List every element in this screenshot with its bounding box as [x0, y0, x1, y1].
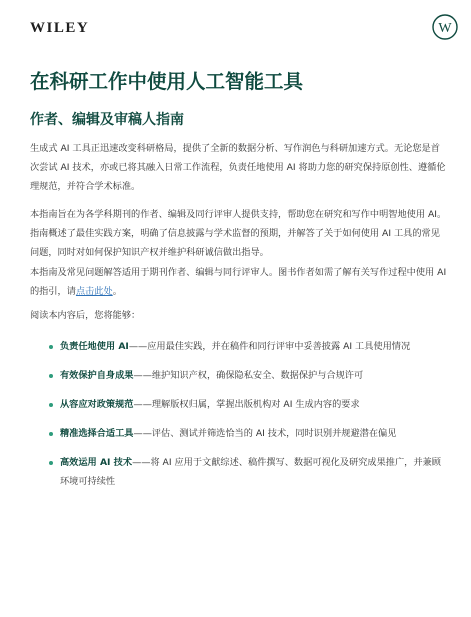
list-item — [30, 337, 450, 356]
list-item — [30, 395, 450, 414]
bullet-dot-icon — [49, 374, 53, 378]
list-item — [30, 366, 450, 385]
list-item — [30, 453, 450, 491]
bullet-keyword: 精准选择合适工具 — [60, 428, 134, 439]
bullet-dot-icon — [49, 432, 53, 436]
bullet-text: ——理解版权归属，掌握出版机构对 AI 生成内容的要求 — [133, 399, 360, 410]
bullet-dot-icon — [49, 345, 53, 349]
page-header — [0, 0, 471, 60]
lead-in-text: 阅读本内容后，您将能够： — [30, 310, 141, 321]
purpose-paragraph: 本指南旨在为各学科期刊的作者、编辑及同行评审人提供支持，帮助您在研究和写作中明智地使用 AI。指南概述了最佳实践方案，明确了信息披露与学术监督的预期，并解答了关于如何使用 AI 工具的常见问题，同时对如何保护知识产权并维护科研诚信做出指导。 — [30, 209, 447, 258]
wiley-w-logo-icon[interactable] — [432, 14, 458, 40]
logo-mark-letter: W — [438, 21, 452, 36]
click-here-link[interactable]: 点击此处 — [75, 286, 113, 297]
page-title: 在科研工作中使用人工智能工具 — [30, 70, 304, 93]
list-item — [30, 424, 450, 443]
learning-outcomes-list — [30, 337, 450, 501]
bullet-text: ——维护知识产权，确保隐私安全、数据保护与合规许可 — [133, 370, 364, 381]
bullet-text: ——评估、测试并筛选恰当的 AI 技术，同时识别并规避潜在偏见 — [133, 428, 397, 439]
wiley-logo[interactable]: WILEY — [30, 20, 90, 36]
bullet-keyword: 有效保护自身成果 — [60, 370, 134, 381]
intro-paragraph: 生成式 AI 工具正迅速改变科研格局，提供了全新的数据分析、写作润色与科研加速方式。无论您是首次尝试 AI 技术，亦或已将其融入日常工作流程，负责任地使用 AI 将助力您的研究保持原创性、遵循伦理规范，并符合学术标准。 — [30, 143, 446, 192]
bullet-dot-icon — [49, 403, 53, 407]
audience-text: 本指南及常见问题解答适用于期刊作者、编辑与同行评审人。图书作者如需了解有关写作过程中使用 AI 的指引，请 — [30, 267, 447, 297]
bullet-keyword: 高效运用 AI 技术 — [60, 457, 133, 468]
bullet-keyword: 从容应对政策规范 — [60, 399, 134, 410]
audience-end: 。 — [112, 286, 122, 297]
page-subtitle: 作者、编辑及审稿人指南 — [30, 112, 184, 128]
bullet-text: ——应用最佳实践，并在稿件和同行评审中妥善披露 AI 工具使用情况 — [128, 341, 411, 352]
audience-paragraph — [30, 263, 448, 301]
bullet-dot-icon — [49, 461, 53, 465]
bullet-text: ——将 AI 应用于文献综述、稿件撰写、数据可视化及研究成果推广，并兼顾环境可持续性 — [60, 457, 441, 487]
bullet-keyword: 负责任地使用 AI — [60, 341, 129, 352]
